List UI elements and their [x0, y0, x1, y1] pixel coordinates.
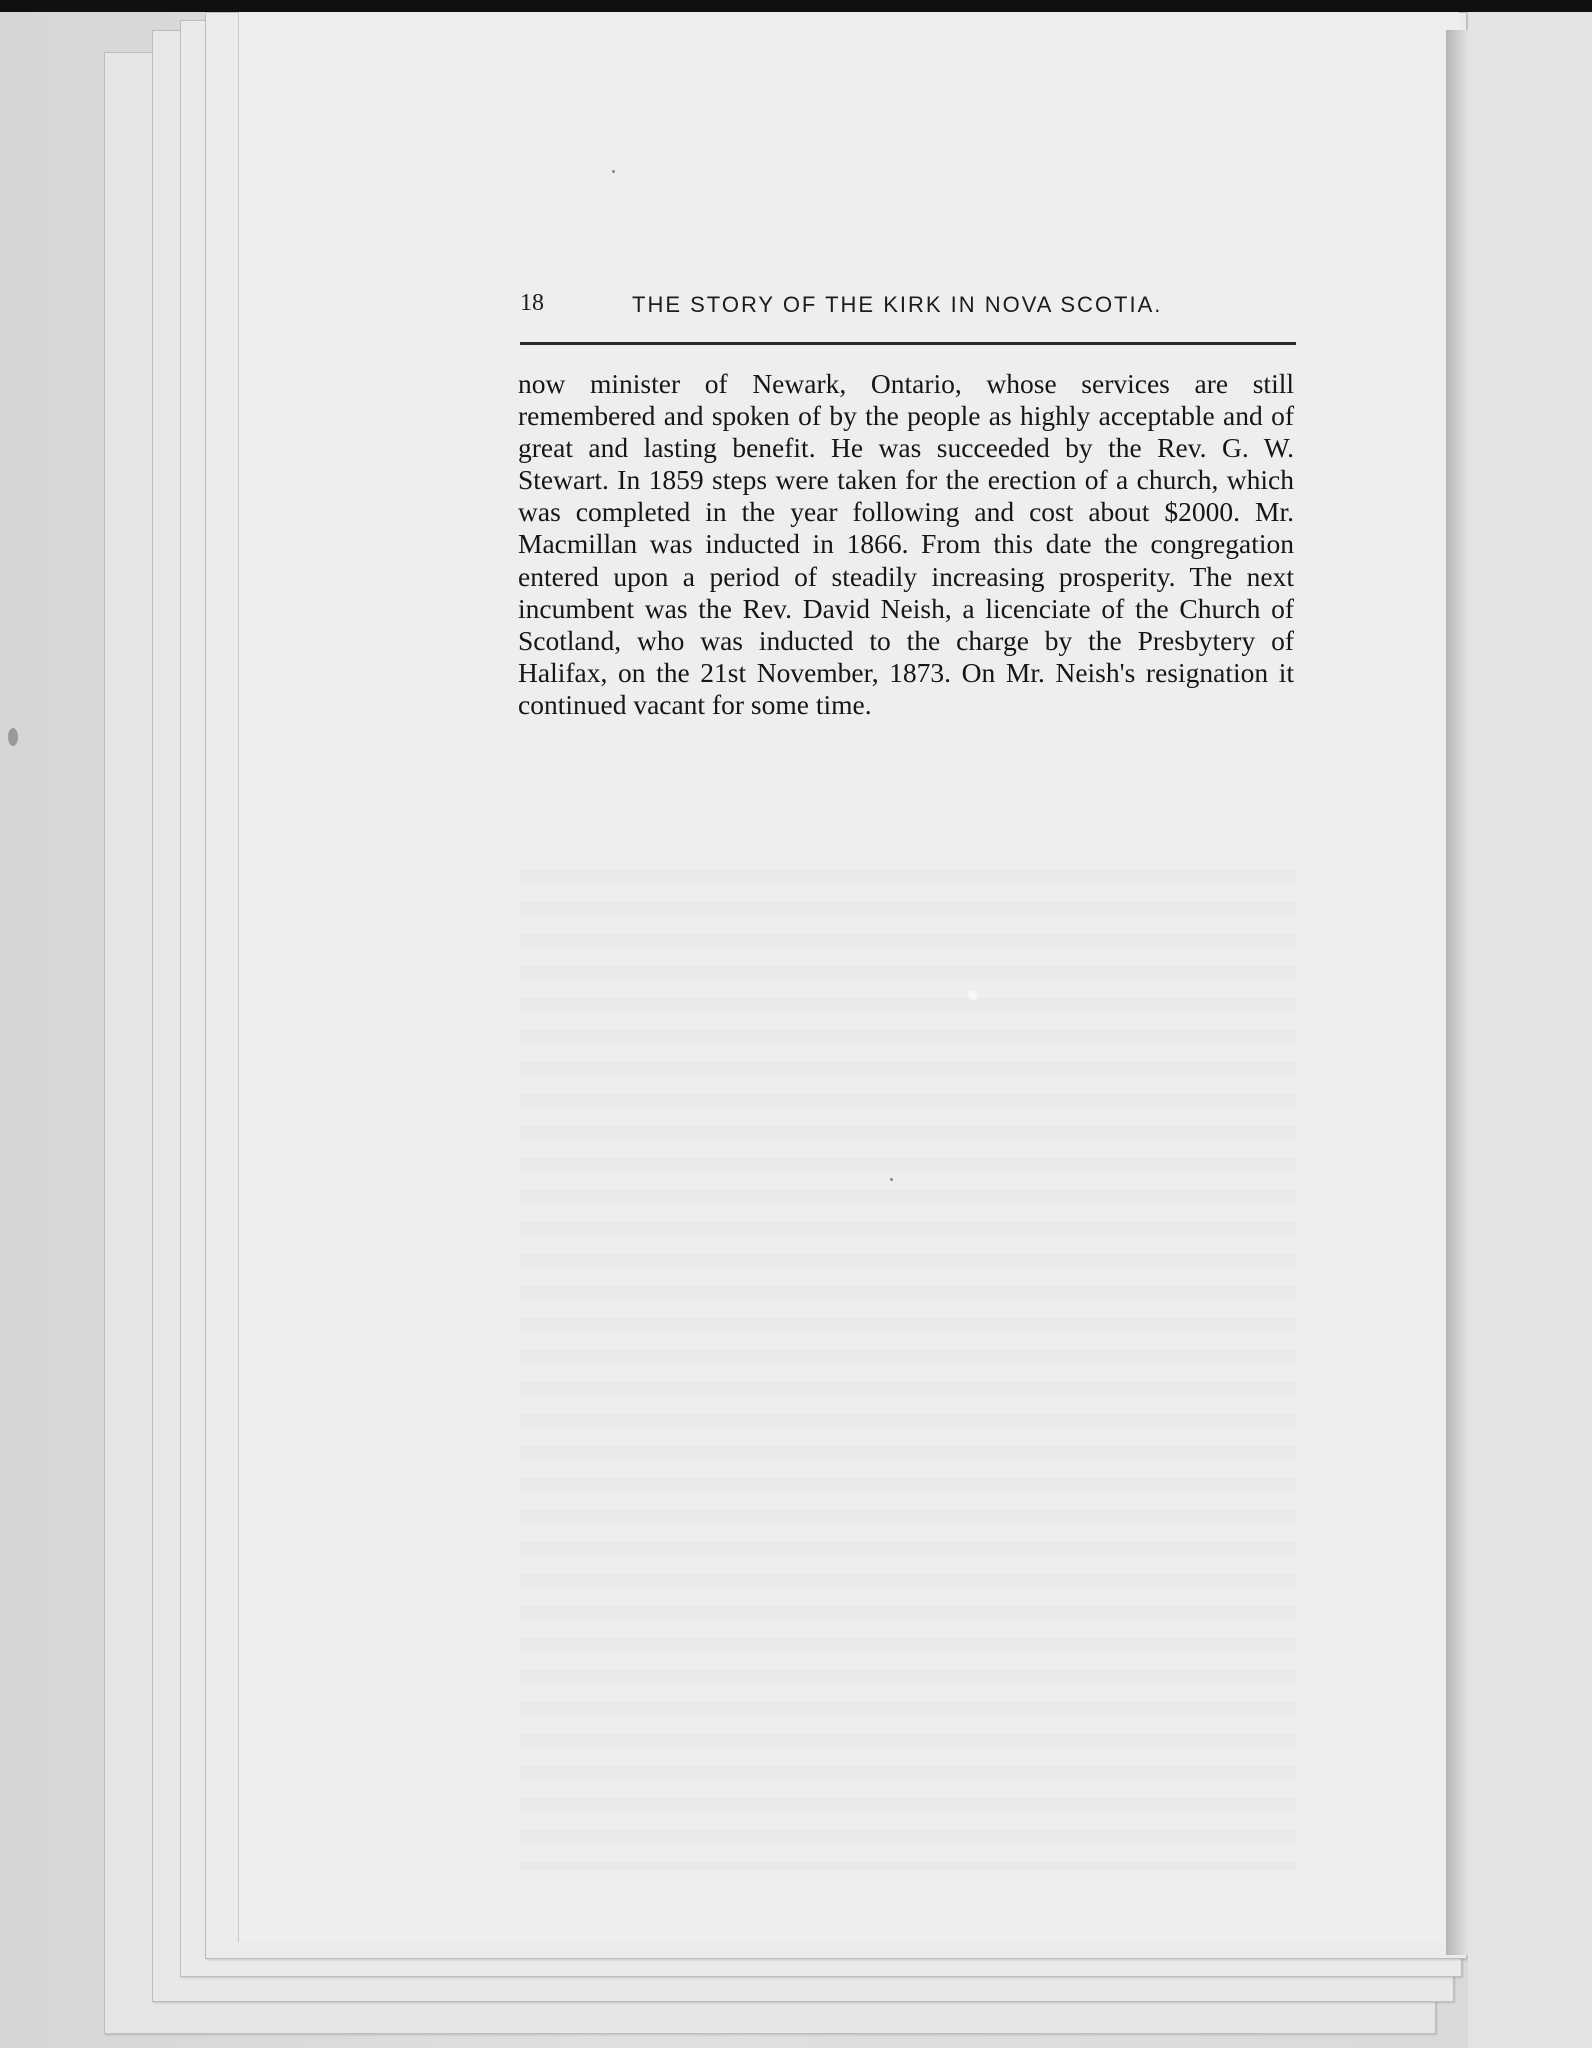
page-header: [520, 290, 1295, 330]
scan-speck: [8, 728, 18, 746]
scan-speck: [890, 1178, 893, 1181]
right-margin: [1468, 12, 1592, 2048]
header-rule: [520, 342, 1296, 345]
scan-top-edge: [0, 0, 1592, 12]
page-number: 18: [520, 290, 544, 316]
scan-speck: [612, 170, 615, 173]
running-title: THE STORY OF THE KIRK IN NOVA SCOTIA.: [632, 292, 1163, 317]
scan-speck: [968, 990, 978, 1000]
gutter-shadow: [1446, 30, 1468, 1955]
show-through-texture: [520, 870, 1296, 1870]
body-paragraph: now minister of Newark, Ontario, whose services are still remembered and spoken of by the people as highly acceptable and of great and lasting benefit. He was succeeded by the Rev. G. W. Stewart. In 1859 steps were taken for the erection of a church, which was completed in the year following and cost about $2000. Mr. Macmillan was inducted in 1866. From this date the congregation entered upon a period of steadily increasing prosperity. The next incumbent was the Rev. David Neish, a licenciate of the Church of Scotland, who was inducted to the charge by the Presbytery of Halifax, on the 21st November, 1873. On Mr. Neish's resignation it continued vacant for some time.: [518, 368, 1294, 720]
